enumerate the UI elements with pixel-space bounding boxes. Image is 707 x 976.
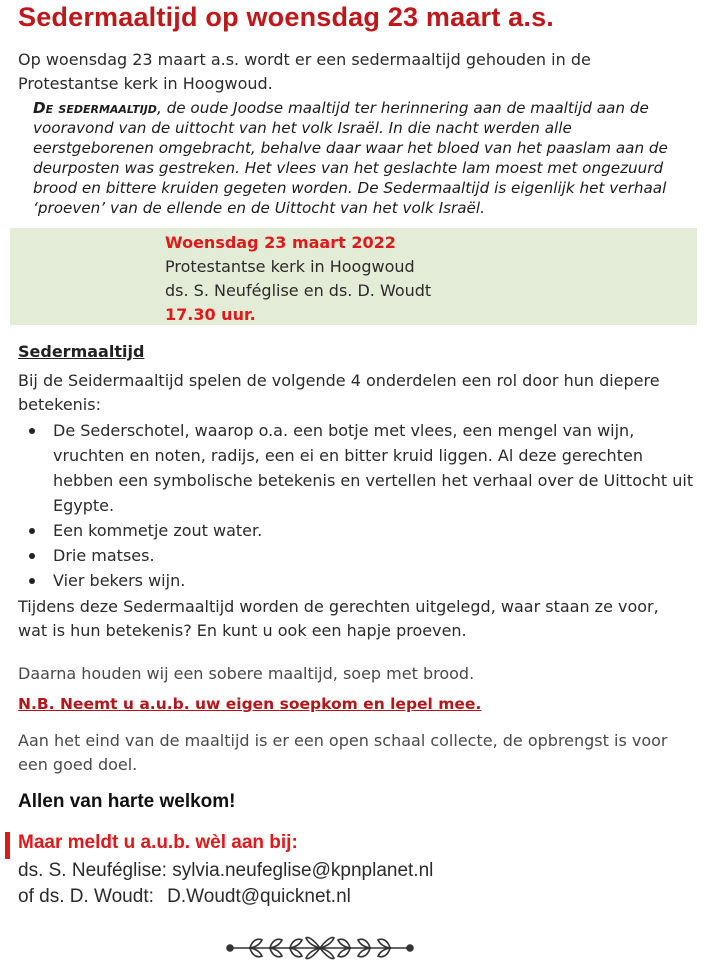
- contact-email-link[interactable]: D.Woudt@quicknet.nl: [167, 886, 351, 907]
- elements-list: [18, 418, 707, 593]
- contact-label: of ds. D. Woudt:: [18, 886, 154, 907]
- contact-row: [18, 886, 351, 908]
- sedermaaltijd-term: De sedermaaltijd: [33, 99, 157, 117]
- list-item: Vier bekers wijn.: [18, 568, 707, 593]
- signup-heading: Maar meldt u a.u.b. wèl aan bij:: [18, 832, 298, 853]
- list-item: Een kommetje zout water.: [18, 518, 707, 543]
- description-text: , de oude Joodse maaltijd ter herinnering aan de maaltijd aan de vooravond van de uittocht van het volk Israël. In die nacht werden alle eerstgeborenen omgebracht, behalve daar waar het bloed van het paaslam aan de deurposten was gestreken. Het vlees van het geslachte lam moest met ongezuurd brood en bittere kruiden gegeten worden. De Sedermaaltijd is eigenlijk het verhaal ‘proeven’ van de ellende en de Uittocht van het volk Israël.: [33, 99, 668, 217]
- leaf-vine-divider-icon: [222, 928, 418, 968]
- collection-paragraph: Aan het eind van de maaltijd is er een open schaal collecte, de opbrengst is voor een goed doel.: [18, 731, 668, 774]
- explanation-paragraph: Tijdens deze Sedermaaltijd worden de gerechten uitgelegd, waar staan ze voor, wat is hun betekenis? En kunt u ook een hapje proeven.: [18, 597, 659, 640]
- welcome-heading: Allen van harte welkom!: [18, 791, 236, 812]
- dinner-paragraph: Daarna houden wij een sobere maaltijd, soep met brood.: [18, 664, 475, 683]
- sedermaaltijd-description: [33, 98, 693, 218]
- section-intro: Bij de Seidermaaltijd spelen de volgende 4 onderdelen een rol door hun diepere betekenis:: [18, 371, 660, 414]
- intro-paragraph: Op woensdag 23 maart a.s. wordt er een sedermaaltijd gehouden in de Protestantse kerk in Hoogwoud.: [18, 50, 591, 93]
- contact-label: ds. S. Neuféglise:: [18, 860, 167, 881]
- info-value: ds. S. Neuféglise en ds. D. Woudt: [165, 281, 432, 300]
- info-value: 17.30 uur.: [165, 305, 256, 324]
- contact-row: [18, 860, 433, 882]
- event-info-box: [10, 228, 697, 325]
- page-title: Sedermaaltijd op woensdag 23 maart a.s.: [18, 2, 554, 32]
- list-item: Drie matses.: [18, 543, 707, 568]
- section-heading: Sedermaaltijd: [18, 342, 145, 361]
- contact-email-link[interactable]: sylvia.neufeglise@kpnplanet.nl: [172, 860, 434, 881]
- info-value: Woensdag 23 maart 2022: [165, 233, 396, 252]
- info-value: Protestantse kerk in Hoogwoud: [165, 257, 415, 276]
- list-item: De Sederschotel, waarop o.a. een botje met vlees, een mengel van wijn, vruchten en noten, radijs, een ei en bitter kruid liggen. Al deze gerechten hebben een symbolische betekenis en vertellen het verhaal over de Uittocht uit Egypte.: [18, 418, 707, 518]
- accent-bar: [5, 832, 10, 859]
- nb-notice: N.B. Neemt u a.u.b. uw eigen soepkom en lepel mee.: [18, 695, 482, 713]
